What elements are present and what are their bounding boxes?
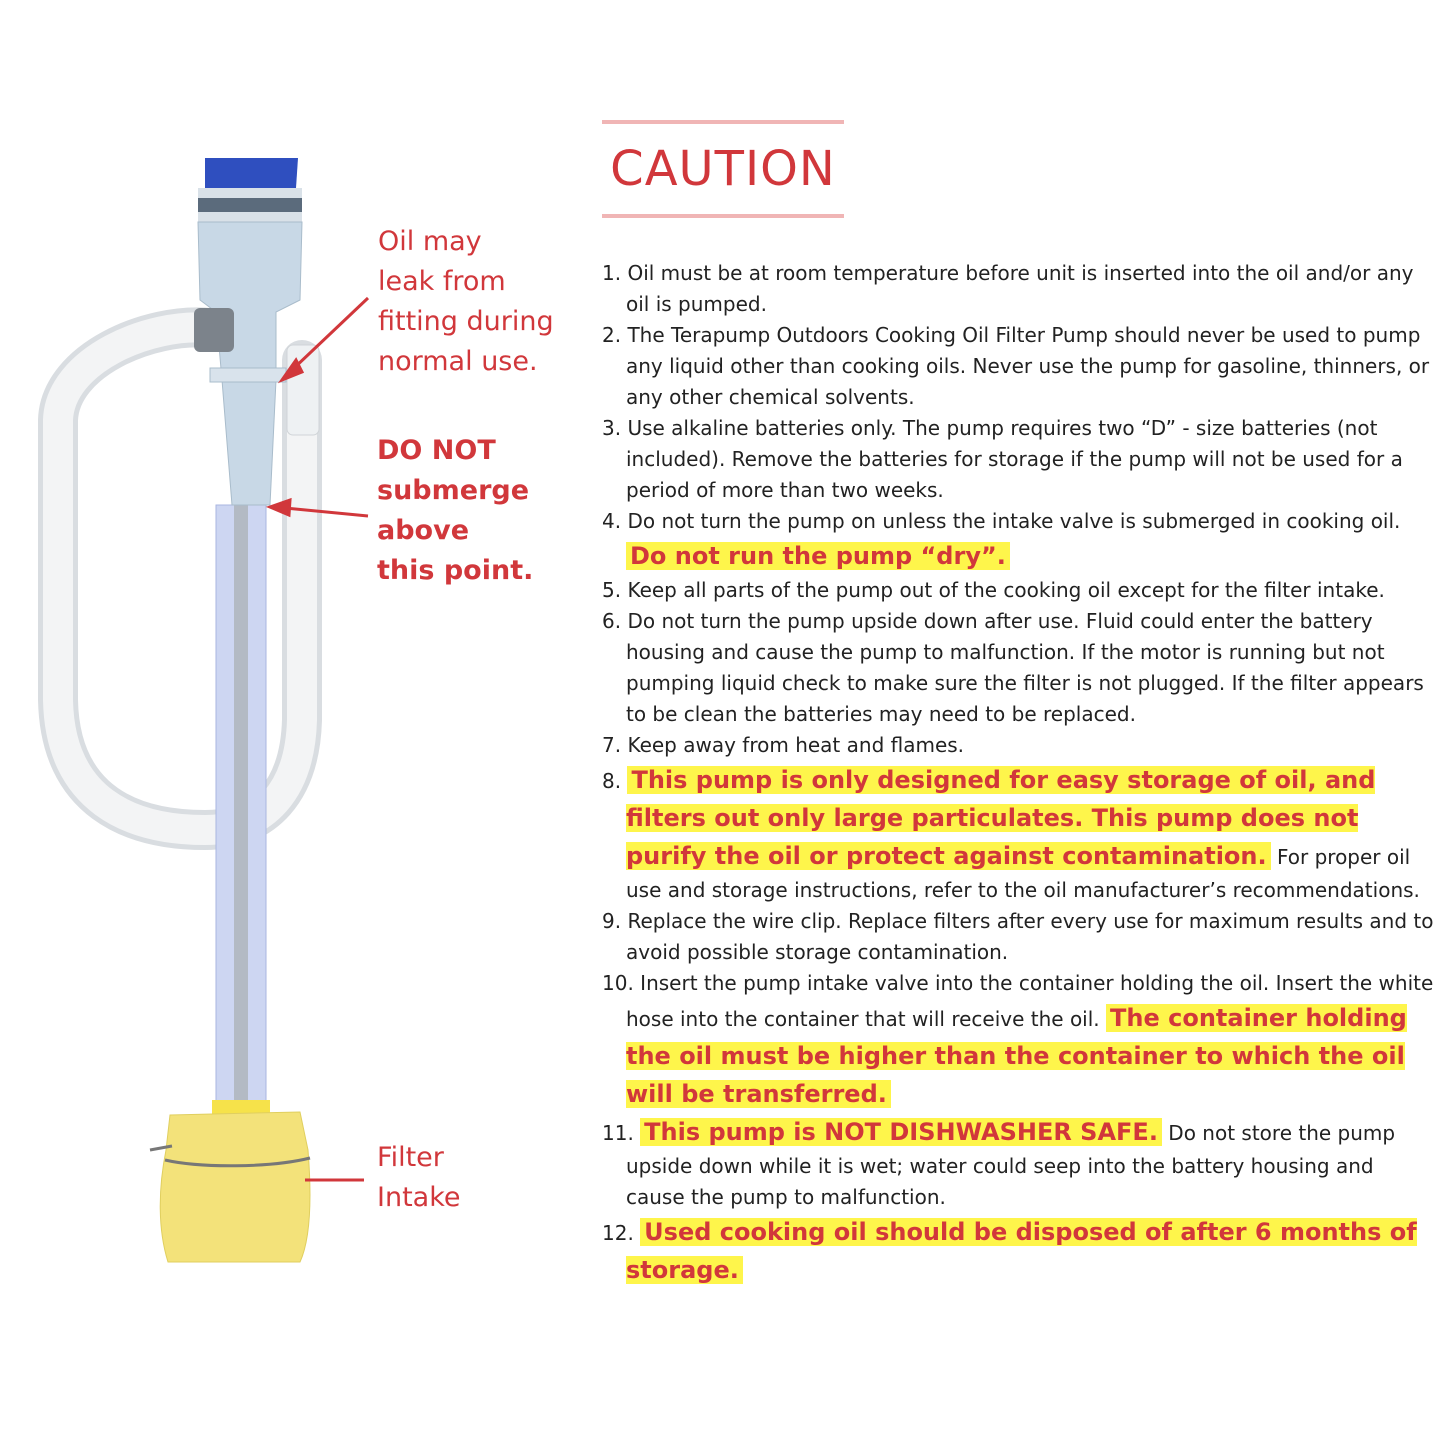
pump-cap xyxy=(205,158,298,188)
instruction-number: 12. xyxy=(602,1221,641,1245)
instruction-number: 5. xyxy=(602,578,628,602)
instruction-text: For proper oil use and storage instructions, refer to the oil manufacturer’s recommendations. xyxy=(626,845,1420,902)
instruction-item xyxy=(602,968,1434,1113)
caution-rule-bottom xyxy=(602,214,844,218)
instruction-text: Oil must be at room temperature before unit is inserted into the oil and/or any oil is pumped. xyxy=(626,261,1414,316)
callout-filter-intake: Filter Intake xyxy=(377,1142,461,1213)
caution-title: CAUTION xyxy=(610,141,836,197)
instruction-number: 8. xyxy=(602,769,628,793)
instruction-text: Do not store the pump upside down while it is wet; water could seep into the battery housing and cause the pump to malfunction. xyxy=(626,1121,1396,1209)
instruction-text: Do not turn the pump on unless the intake valve is submerged in cooking oil. xyxy=(627,509,1401,533)
instruction-item xyxy=(602,506,1434,575)
instruction-number: 7. xyxy=(602,733,628,757)
instruction-text: The Terapump Outdoors Cooking Oil Filter Pump should never be used to pump any liquid other than cooking oils. Never use the pump for gasoline, thinners, or any other chemical solvents. xyxy=(626,323,1430,409)
filter-intake xyxy=(160,1112,310,1262)
instruction-item xyxy=(602,606,1434,730)
instruction-highlight: Used cooking oil should be disposed of after 6 months of storage. xyxy=(626,1218,1417,1284)
instruction-number: 9. xyxy=(602,909,628,933)
caution-header xyxy=(602,120,844,218)
instruction-item xyxy=(602,320,1434,413)
instruction-number: 6. xyxy=(602,609,628,633)
instruction-text: Replace the wire clip. Replace filters after every use for maximum results and to avoid possible storage contamination. xyxy=(626,909,1434,964)
hose-fitting xyxy=(194,308,234,352)
instruction-highlight: Do not run the pump “dry”. xyxy=(626,542,1010,570)
inner-rod xyxy=(234,505,248,1125)
callout-leak-warning: Oil may leak from fitting during normal use. xyxy=(378,226,554,377)
instruction-number: 10. xyxy=(602,971,641,995)
instruction-item xyxy=(602,1213,1434,1289)
pump-collar xyxy=(210,368,286,382)
instruction-highlight: This pump is only designed for easy storage of oil, and filters out only large particulates. This pump does not purify the oil or protect against contamination. xyxy=(626,766,1376,870)
instruction-number: 4. xyxy=(602,509,628,533)
instruction-text: Do not turn the pump upside down after use. Fluid could enter the battery housing and cause the pump to malfunction. If the motor is running but not pumping liquid check to make sure the filter is not plugged. If the filter appears to be clean the batteries may need to be replaced. xyxy=(626,609,1424,726)
pump-illustration xyxy=(0,0,620,1445)
instruction-item xyxy=(602,730,1434,761)
instruction-number: 1. xyxy=(602,261,628,285)
instruction-text: Keep all parts of the pump out of the cooking oil except for the filter intake. xyxy=(627,578,1385,602)
callout-submerge-warning: DO NOT submerge above this point. xyxy=(377,435,534,586)
instruction-item xyxy=(602,258,1434,320)
instruction-highlight: The container holding the oil must be higher than the container to which the oil will be transferred. xyxy=(626,1004,1407,1108)
instruction-text: Insert the pump intake valve into the container holding the oil. Insert the white hose into the container that will receive the oil. xyxy=(626,971,1434,1031)
instruction-number: 11. xyxy=(602,1121,641,1145)
instruction-item xyxy=(602,413,1434,506)
instruction-text: Use alkaline batteries only. The pump requires two “D” - size batteries (not included). Remove the batteries for storage if the pump will not be used for a period of more than two weeks. xyxy=(626,416,1403,502)
instruction-item xyxy=(602,906,1434,968)
instruction-item xyxy=(602,575,1434,606)
instruction-list xyxy=(602,258,1434,1289)
instruction-item xyxy=(602,1113,1434,1213)
instruction-text: Keep away from heat and flames. xyxy=(627,733,965,757)
pump-ring-band xyxy=(198,198,302,212)
instruction-number: 2. xyxy=(602,323,628,347)
instruction-number: 3. xyxy=(602,416,628,440)
instruction-highlight: This pump is NOT DISHWASHER SAFE. xyxy=(640,1118,1162,1146)
instruction-item xyxy=(602,761,1434,906)
